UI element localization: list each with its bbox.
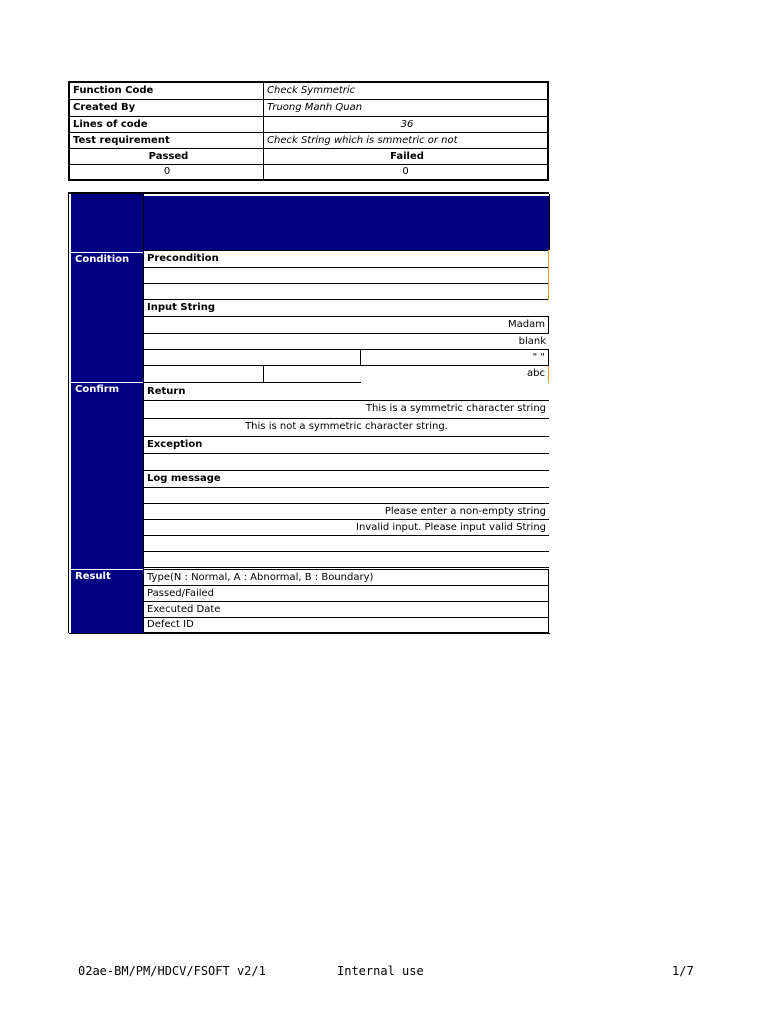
exception-label: Exception bbox=[144, 437, 549, 454]
log-message-label: Log message bbox=[144, 471, 549, 488]
created-by-value: Truong Manh Quan bbox=[264, 100, 547, 117]
log-message-invalid-input: Invalid input. Please input valid String bbox=[144, 520, 549, 536]
return-not-symmetric: This is not a symmetric character string. bbox=[144, 419, 549, 437]
precondition-label: Precondition bbox=[144, 250, 549, 268]
passed-label: Passed bbox=[70, 149, 264, 165]
input-abc-left-a bbox=[144, 366, 264, 383]
failed-label: Failed bbox=[264, 149, 547, 165]
header-band bbox=[144, 196, 549, 250]
input-spaces: " " bbox=[361, 350, 549, 366]
input-abc-left-b bbox=[264, 366, 361, 383]
log-message-empty-string: Please enter a non-empty string bbox=[144, 504, 549, 520]
section-condition: Condition bbox=[71, 252, 143, 268]
test-requirement-value: Check String which is smmetric or not bbox=[264, 133, 547, 149]
result-defect-id: Defect ID bbox=[144, 618, 549, 633]
input-split-left bbox=[144, 350, 361, 366]
input-string-label: Input String bbox=[144, 300, 549, 317]
passed-count: 0 bbox=[163, 166, 171, 177]
precondition-accent bbox=[548, 250, 549, 300]
result-type: Type(N : Normal, A : Abnormal, B : Boundary) bbox=[144, 570, 549, 586]
lines-of-code-value: 36 bbox=[264, 117, 547, 133]
log-message-row-1 bbox=[144, 488, 549, 504]
footer-doc-code: 02ae-BM/PM/HDCV/FSOFT v2/1 bbox=[78, 964, 266, 978]
section-confirm: Confirm bbox=[71, 382, 143, 398]
content-column bbox=[144, 250, 549, 633]
log-message-row-4 bbox=[144, 536, 549, 552]
return-symmetric: This is a symmetric character string bbox=[144, 401, 549, 419]
precondition-row-1 bbox=[144, 268, 549, 284]
test-matrix bbox=[68, 192, 549, 633]
result-passed-failed: Passed/Failed bbox=[144, 586, 549, 602]
exception-row-1 bbox=[144, 454, 549, 471]
input-madam: Madam bbox=[144, 317, 549, 334]
input-blank: blank bbox=[144, 334, 549, 350]
input-abc: abc bbox=[361, 366, 549, 383]
lines-of-code-label: Lines of code bbox=[70, 117, 264, 133]
return-label: Return bbox=[144, 384, 549, 401]
section-result: Result bbox=[71, 569, 143, 585]
log-message-row-5 bbox=[144, 552, 549, 568]
precondition-row-2 bbox=[144, 284, 549, 300]
function-code-label: Function Code bbox=[70, 83, 264, 100]
result-executed-date: Executed Date bbox=[144, 602, 549, 618]
footer-page-number: 1/7 bbox=[672, 964, 694, 978]
failed-count: 0 bbox=[402, 166, 409, 177]
created-by-label: Created By bbox=[70, 100, 264, 117]
function-code-value: Check Symmetric bbox=[264, 83, 547, 100]
summary-table bbox=[68, 81, 549, 181]
footer-classification: Internal use bbox=[337, 964, 424, 978]
test-requirement-label: Test requirement bbox=[70, 133, 264, 149]
